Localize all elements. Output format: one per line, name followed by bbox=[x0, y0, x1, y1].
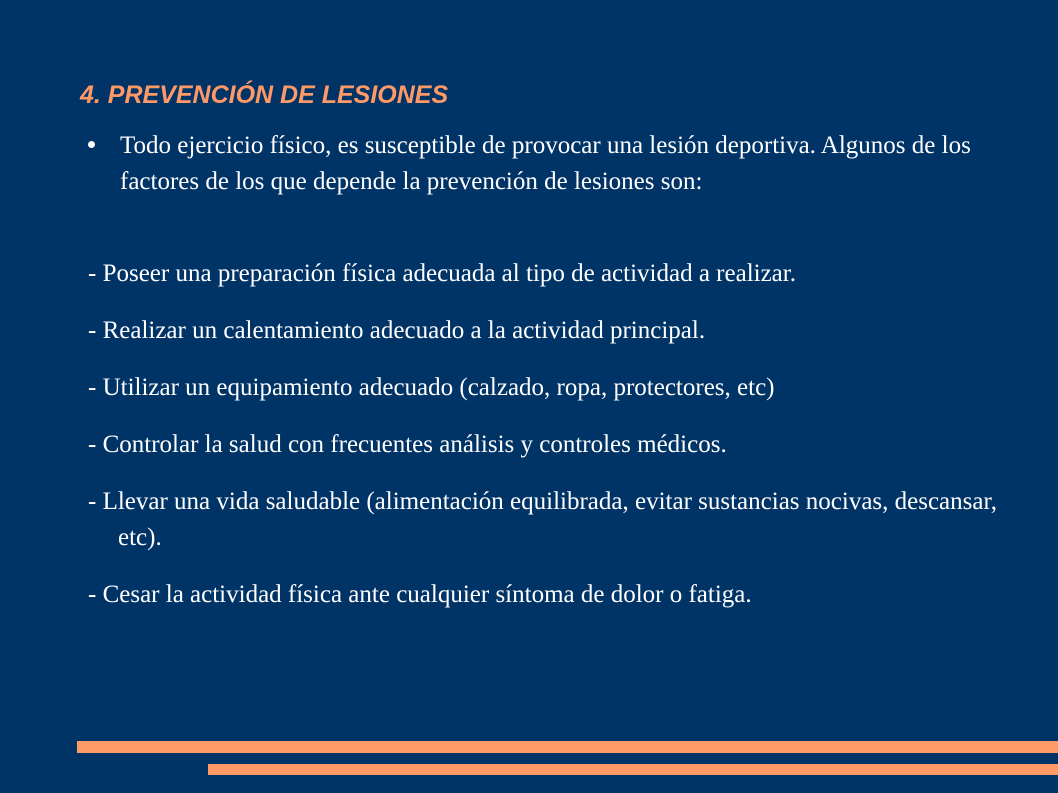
list-item: - Poseer una preparación física adecuada al tipo de actividad a realizar. bbox=[88, 260, 796, 287]
decorative-bar-top bbox=[77, 741, 1058, 753]
list-item: - Cesar la actividad física ante cualquier síntoma de dolor o fatiga. bbox=[88, 581, 752, 608]
bullet-paragraph bbox=[88, 128, 1028, 200]
decorative-bar-bottom bbox=[208, 764, 1058, 775]
list-item: - Controlar la salud con frecuentes análisis y controles médicos. bbox=[88, 431, 727, 458]
list-item: - Realizar un calentamiento adecuado a la actividad principal. bbox=[88, 317, 706, 344]
prevention-list bbox=[88, 256, 1028, 634]
list-item: - Llevar una vida saludable (alimentación equilibrada, evitar sustancias nocivas, descansar, etc). bbox=[88, 488, 998, 551]
bullet-text: Todo ejercicio físico, es susceptible de provocar una lesión deportiva. Algunos de los factores de los que depende la prevención de lesiones son: bbox=[120, 132, 971, 195]
list-item: - Utilizar un equipamiento adecuado (calzado, ropa, protectores, etc) bbox=[88, 374, 775, 401]
bullet-dot-icon bbox=[88, 141, 95, 148]
slide-title: 4. PREVENCIÓN DE LESIONES bbox=[80, 81, 449, 109]
